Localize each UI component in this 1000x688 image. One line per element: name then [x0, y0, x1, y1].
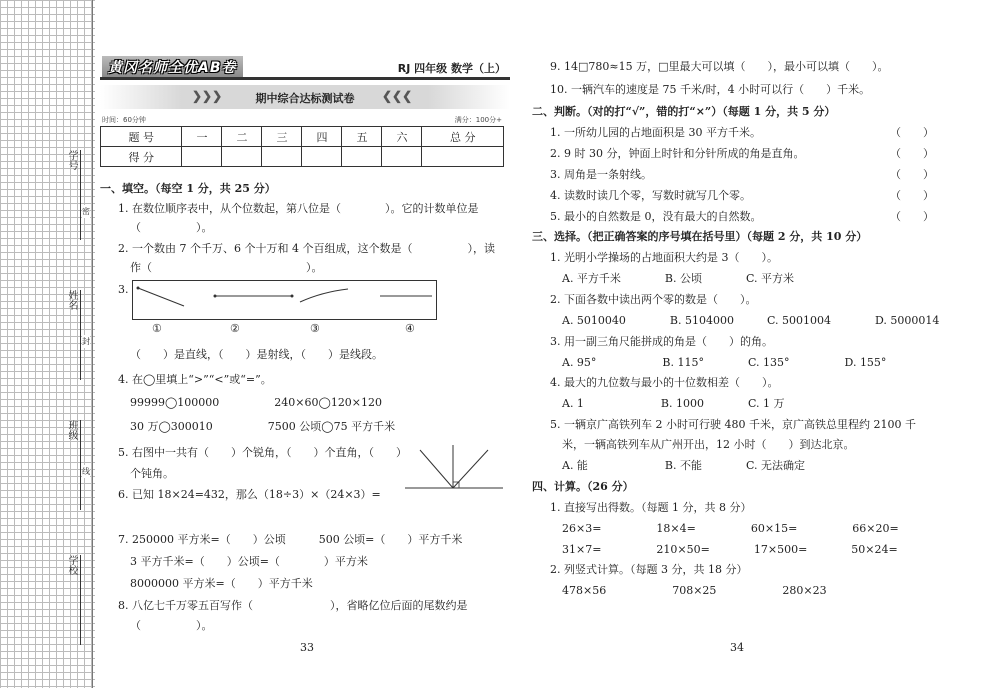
question-line: 5. 一辆京广高铁列车 2 小时可行驶 480 千米，京广高铁总里程约 2100 千: [550, 418, 916, 431]
answer-bracket[interactable]: （ ）: [890, 126, 934, 139]
question-line: （ ）。: [130, 221, 213, 234]
figure-label: ②: [230, 322, 240, 335]
class-label: 班级: [66, 420, 77, 440]
question-line: 个钝角。: [130, 467, 174, 480]
question-line: 1. 在数位顺序表中，从个位数起，第八位是（ ）。它的计数单位是: [118, 202, 479, 215]
question-line: 5. 右图中一共有（ ）个锐角，（ ）个直角，（ ）: [118, 446, 407, 459]
title-banner: [100, 85, 510, 109]
endpoint: [291, 295, 294, 298]
score-header-cell: 总 分: [422, 127, 504, 147]
question-line: 2. 9 时 30 分，钟面上时针和分针所成的角是直角。: [550, 147, 805, 160]
question-line: 7. 250000 平方米=（ ）公顷 500 公顷=（ ）平方千米: [118, 533, 463, 546]
score-cell[interactable]: [302, 147, 342, 167]
answer-bracket[interactable]: （ ）: [890, 147, 934, 160]
subject-label: RJ 四年级 数学（上）: [397, 62, 506, 75]
cut-mark-feng: 封: [82, 337, 90, 346]
section-heading: 二、判断。（对的打“√”，错的打“×”）（每题 1 分，共 5 分）: [532, 105, 836, 118]
curve-3: [300, 289, 348, 302]
figure-label: ③: [310, 322, 320, 335]
question-line: 8. 八亿七千万零五百写作（ ），省略亿位后面的尾数约是: [118, 599, 468, 612]
student-id-label: 学号: [66, 150, 77, 170]
school-label: 学校: [66, 555, 77, 575]
question-line: 4. 最大的九位数与最小的十位数相差（ ）。: [550, 376, 779, 389]
question-line: 3. 周角是一条射线。: [550, 168, 652, 181]
answer-bracket[interactable]: （ ）: [890, 189, 934, 202]
question-line: 1. 一所幼儿园的占地面积是 30 平方千米。: [550, 126, 761, 139]
page-number-right: 34: [730, 641, 744, 654]
page-number-left: 33: [300, 641, 314, 654]
score-cell[interactable]: [262, 147, 302, 167]
score-cell[interactable]: [382, 147, 422, 167]
question-line: 6. 已知 18×24=432，那么（18÷3）×（24×3）=: [118, 488, 381, 501]
question-line: 8000000 平方米=（ ）平方千米: [130, 577, 313, 590]
full-score: 满分：100分+: [454, 116, 502, 124]
question-line: 9. 14□780≈15 万，□里最大可以填（ ），最小可以填（ ）。: [550, 60, 889, 73]
question-line: （ ）是直线，（ ）是射线，（ ）是线段。: [130, 348, 383, 361]
question-line: 作（ ）。: [130, 261, 323, 274]
option-line: A. 5010040 B. 5104000 C. 5001004 D. 5000014: [562, 314, 940, 327]
score-cell[interactable]: [182, 147, 222, 167]
score-cell[interactable]: [342, 147, 382, 167]
question-line: 99999◯100000 240×60◯120×120: [130, 396, 383, 409]
question-line: 3. 用一副三角尺能拼成的角是（ ）的角。: [550, 335, 773, 348]
question-line: 1. 直接写出得数。（每题 1 分，共 8 分）: [550, 501, 752, 514]
question-line: 2. 一个数由 7 个千万、6 个十万和 4 个百组成，这个数是（ ），读: [118, 242, 495, 255]
name-label: 姓名: [66, 290, 77, 310]
chevron-left-icon: ❮❮❮: [382, 89, 413, 103]
angles-figure: [405, 440, 505, 495]
endpoint: [214, 295, 217, 298]
question-line: （ ）。: [130, 619, 213, 632]
underline: [80, 290, 81, 380]
option-line: A. 能 B. 不能 C. 无法确定: [562, 459, 806, 472]
question-line: 4. 在◯里填上“>”“<”或“=”。: [118, 373, 272, 386]
header-rule: [100, 77, 510, 80]
score-header-cell: 五: [342, 127, 382, 147]
calc-row: 31×7= 210×50= 17×500= 50×24=: [562, 543, 898, 556]
figure-label: ①: [152, 322, 162, 335]
chevron-right-icon: ❯❯❯: [192, 89, 223, 103]
question-line: 30 万◯300010 7500 公顷◯75 平方千米: [130, 420, 396, 433]
question-line: 1. 光明小学操场的占地面积大约是 3（ ）。: [550, 251, 778, 264]
score-cell[interactable]: [422, 147, 504, 167]
score-cell[interactable]: [222, 147, 262, 167]
score-header-cell: 三: [262, 127, 302, 147]
lines-figure: [132, 280, 444, 340]
figure-label: ④: [405, 322, 415, 335]
calc-row: 478×56 708×25 280×23: [562, 584, 827, 597]
brand-logo: 黄冈名师全优AB卷: [102, 56, 243, 78]
underline: [80, 420, 81, 510]
answer-bracket[interactable]: （ ）: [890, 210, 934, 223]
calc-row: 26×3= 18×4= 60×15= 66×20=: [562, 522, 899, 535]
option-line: A. 1 B. 1000 C. 1 万: [562, 397, 785, 410]
question-line: 3 平方千米=（ ）公顷=（ ）平方米: [130, 555, 368, 568]
exam-title: 期中综合达标测试卷: [255, 92, 355, 105]
figure-frame: [133, 281, 437, 320]
question-line: 米，一辆高铁列车从广州开出，12 小时（ ）到达北京。: [562, 438, 855, 451]
score-header-cell: 四: [302, 127, 342, 147]
cut-mark-mi: 密: [82, 207, 90, 216]
option-line: A. 95° B. 115° C. 135° D. 155°: [562, 356, 887, 369]
underline: [80, 555, 81, 645]
score-row-label: 得 分: [101, 147, 182, 167]
score-header-cell: 二: [222, 127, 262, 147]
binding-line: [92, 0, 93, 688]
section-heading: 四、计算。（26 分）: [532, 480, 634, 493]
endpoint: [137, 287, 140, 290]
question-line: 4. 读数时读几个零，写数时就写几个零。: [550, 189, 751, 202]
score-header-cell: 一: [182, 127, 222, 147]
question-line: 2. 下面各数中读出两个零的数是（ ）。: [550, 293, 757, 306]
option-line: A. 平方千米 B. 公顷 C. 平方米: [562, 272, 795, 285]
question-line: 10. 一辆汽车的速度是 75 千米/时，4 小时可以行（ ）千米。: [550, 83, 871, 96]
time-limit: 时间：60分钟: [102, 116, 146, 124]
section-heading: 一、填空。（每空 1 分，共 25 分）: [100, 182, 276, 195]
question-line: 5. 最小的自然数是 0，没有最大的自然数。: [550, 210, 762, 223]
question-line: 2. 列竖式计算。（每题 3 分，共 18 分）: [550, 563, 748, 576]
segment-1: [138, 288, 184, 306]
question-line: 3.: [118, 283, 129, 296]
section-heading: 三、选择。（把正确答案的序号填在括号里）（每题 2 分，共 10 分）: [532, 230, 868, 243]
student-id-field[interactable]: [60, 150, 90, 240]
score-table: [100, 126, 504, 167]
score-header-cell: 题 号: [101, 127, 182, 147]
ray: [420, 450, 453, 488]
school-field[interactable]: [60, 555, 90, 645]
cut-mark-xian: 线: [82, 467, 90, 476]
answer-bracket[interactable]: （ ）: [890, 168, 934, 181]
score-header-cell: 六: [382, 127, 422, 147]
underline: [80, 150, 81, 240]
